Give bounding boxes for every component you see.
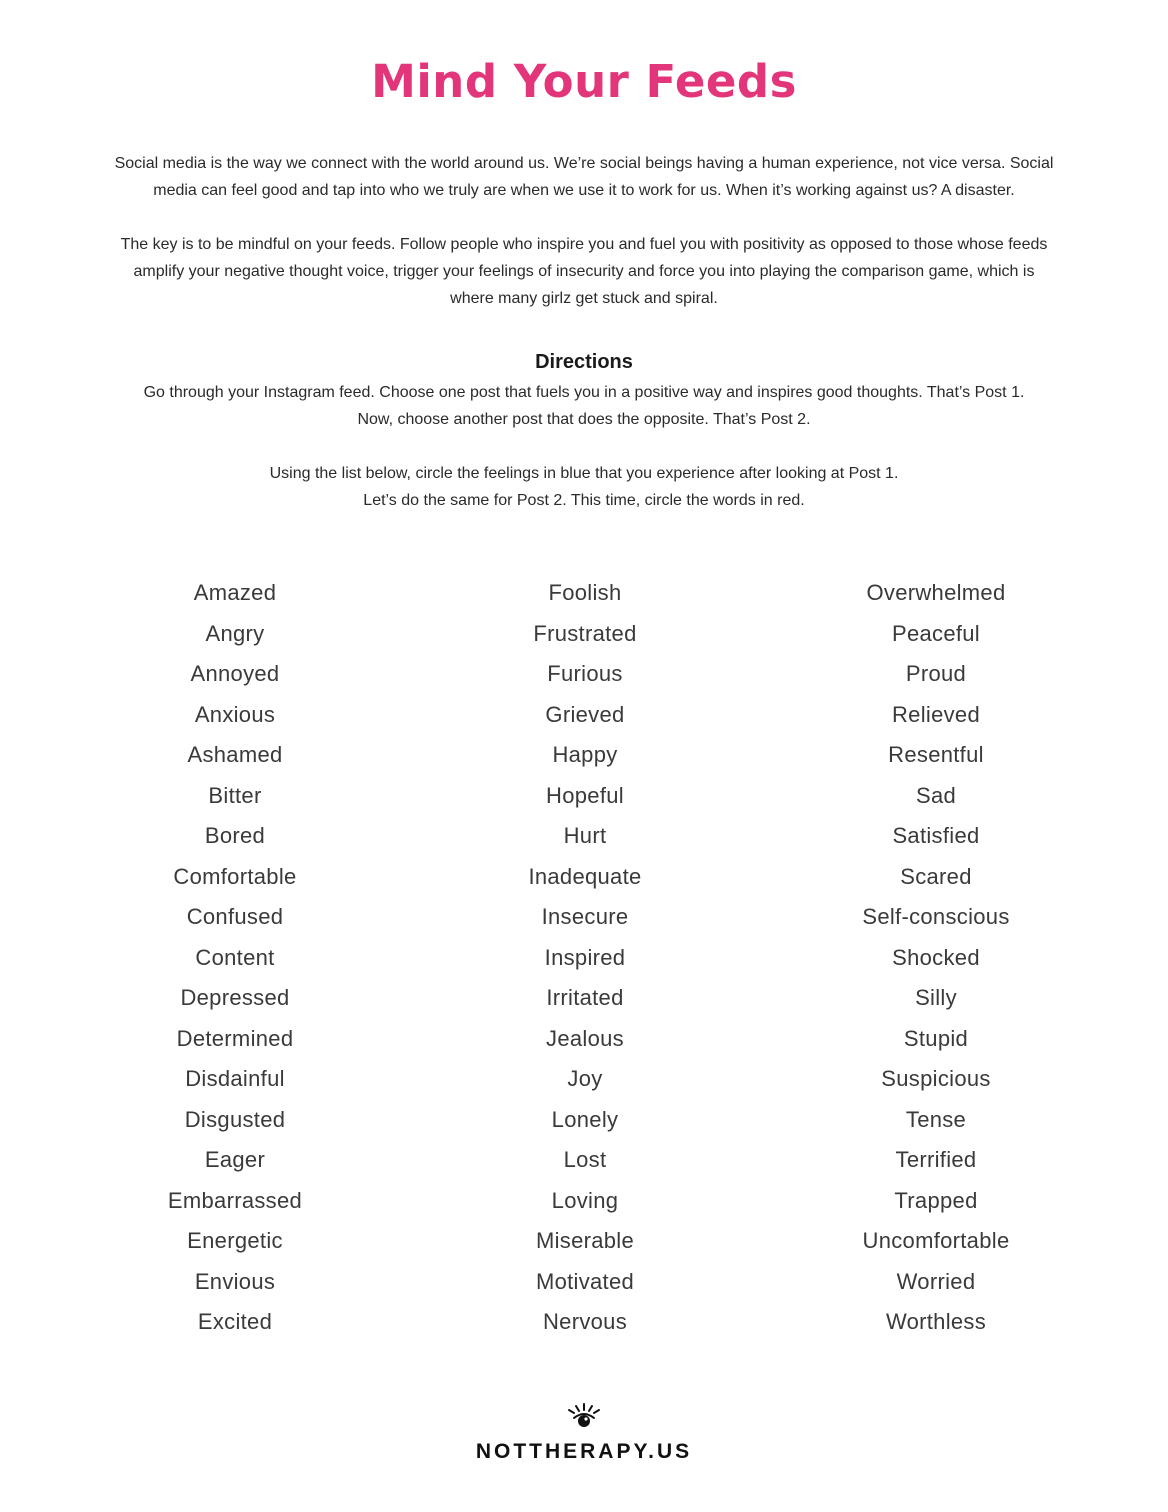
feeling-word: Angry bbox=[205, 620, 265, 646]
feeling-word: Envious bbox=[194, 1268, 276, 1294]
feeling-word: Silly bbox=[915, 985, 957, 1010]
directions-paragraph-2 bbox=[64, 460, 1104, 514]
feeling-word: Ashamed bbox=[187, 742, 283, 767]
feeling-word: Joy bbox=[567, 1066, 603, 1091]
feeling-word: Bored bbox=[204, 823, 266, 848]
feeling-word: Lost bbox=[563, 1147, 607, 1172]
feeling-word: Bitter bbox=[208, 782, 262, 808]
intro-paragraph-2-line: where many girlz get stuck and spiral. bbox=[450, 290, 718, 307]
feeling-word: Motivated bbox=[535, 1268, 635, 1294]
feeling-word: Inadequate bbox=[528, 863, 642, 889]
eye-with-lashes-icon bbox=[562, 1400, 606, 1432]
feeling-word: Anxious bbox=[194, 701, 276, 727]
feeling-word: Disgusted bbox=[184, 1106, 286, 1132]
feeling-word: Scared bbox=[900, 863, 972, 889]
feeling-word: Determined bbox=[176, 1025, 294, 1051]
feelings-column-3 bbox=[786, 573, 1086, 1343]
feeling-word: Stupid bbox=[903, 1025, 969, 1051]
feeling-word: Satisfied bbox=[892, 823, 980, 848]
feeling-word: Embarrassed bbox=[167, 1187, 303, 1213]
feelings-column-1 bbox=[85, 573, 385, 1343]
directions-paragraph-2-line: Using the list below, circle the feelings in blue that you experience after looking at Post 1. bbox=[269, 465, 899, 482]
feeling-word: Annoyed bbox=[190, 661, 280, 686]
feeling-word: Grieved bbox=[545, 701, 625, 727]
feeling-word: Trapped bbox=[894, 1187, 978, 1213]
feeling-word: Worried bbox=[896, 1268, 976, 1294]
feeling-word: Furious bbox=[547, 661, 623, 686]
feeling-word: Resentful bbox=[888, 742, 984, 767]
intro-paragraph-1-line: Social media is the way we connect with the world around us. We’re social beings having a human experience, not vice versa. Social bbox=[114, 155, 1054, 172]
feeling-word: Foolish bbox=[548, 580, 622, 605]
feeling-word: Disdainful bbox=[185, 1066, 285, 1091]
directions-paragraph-1 bbox=[64, 379, 1104, 433]
feeling-word: Amazed bbox=[193, 580, 277, 605]
intro-paragraph-1 bbox=[64, 150, 1104, 204]
feeling-word: Worthless bbox=[885, 1309, 987, 1334]
feeling-word: Content bbox=[195, 944, 275, 970]
directions-paragraph-2-line: Let’s do the same for Post 2. This time, circle the words in red. bbox=[363, 492, 805, 509]
intro-paragraph-2 bbox=[64, 231, 1104, 312]
feeling-word: Loving bbox=[551, 1187, 619, 1213]
feeling-word: Proud bbox=[905, 661, 967, 686]
directions-paragraph-1-line: Go through your Instagram feed. Choose one post that fuels you in a positive way and inspires good thoughts. That’s Post 1. bbox=[143, 384, 1025, 401]
feeling-word: Peaceful bbox=[891, 620, 980, 646]
feeling-word: Sad bbox=[915, 782, 957, 808]
directions-heading: Directions bbox=[535, 351, 633, 373]
feeling-word: Uncomfortable bbox=[862, 1228, 1010, 1253]
page-title: Mind Your Feeds bbox=[371, 55, 797, 108]
intro-paragraph-2-line: amplify your negative thought voice, trigger your feelings of insecurity and force you into playing the comparison game, which is bbox=[133, 263, 1035, 280]
intro-paragraph-2-line: The key is to be mindful on your feeds. Follow people who inspire you and fuel you with positivity as opposed to those whose feeds bbox=[120, 236, 1048, 253]
directions-paragraph-1-line: Now, choose another post that does the opposite. That’s Post 2. bbox=[357, 411, 811, 428]
feeling-word: Tense bbox=[905, 1106, 967, 1132]
feeling-word: Insecure bbox=[541, 904, 629, 929]
feeling-word: Comfortable bbox=[173, 863, 297, 889]
feeling-word: Depressed bbox=[180, 985, 290, 1010]
feeling-word: Terrified bbox=[895, 1147, 977, 1172]
feeling-word: Frustrated bbox=[533, 620, 637, 646]
feelings-column-2 bbox=[435, 573, 735, 1343]
feeling-word: Irritated bbox=[546, 985, 624, 1010]
feeling-word: Inspired bbox=[544, 944, 626, 970]
feeling-word: Energetic bbox=[187, 1228, 283, 1253]
feeling-word: Happy bbox=[552, 742, 618, 767]
brand-name: NOTTHERAPY.US bbox=[475, 1440, 693, 1463]
feeling-word: Eager bbox=[204, 1147, 266, 1172]
feeling-word: Lonely bbox=[551, 1106, 619, 1132]
feeling-word: Jealous bbox=[546, 1025, 624, 1051]
feeling-word: Overwhelmed bbox=[866, 580, 1006, 605]
feeling-word: Confused bbox=[186, 904, 284, 929]
feeling-word: Miserable bbox=[535, 1228, 635, 1253]
feeling-word: Shocked bbox=[892, 944, 980, 970]
feeling-word: Excited bbox=[197, 1309, 273, 1334]
intro-paragraph-1-line: media can feel good and tap into who we truly are when we use it to work for us. When it’s working against us? A disaster. bbox=[153, 182, 1015, 199]
feeling-word: Suspicious bbox=[881, 1066, 991, 1091]
feeling-word: Nervous bbox=[542, 1309, 628, 1334]
feeling-word: Self-conscious bbox=[862, 904, 1010, 929]
feeling-word: Hopeful bbox=[546, 782, 624, 808]
feeling-word: Hurt bbox=[563, 823, 607, 848]
feeling-word: Relieved bbox=[891, 701, 980, 727]
